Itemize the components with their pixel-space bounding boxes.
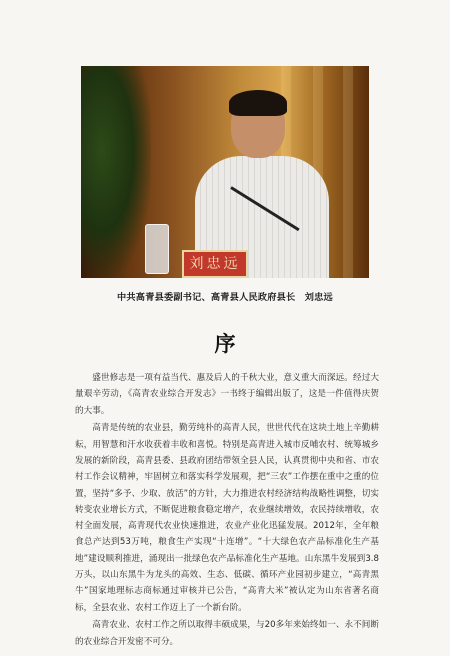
preface-body: [75, 370, 379, 652]
portrait-photo: [81, 66, 369, 278]
nameplate: 刘忠远: [182, 250, 248, 278]
photo-caption: 中共高青县委副书记、高青县人民政府县长 刘忠远: [117, 292, 333, 303]
paragraph: 高青农业、农村工作之所以取得丰硕成果，与20多年来始终如一、永不间断的农业综合开发密不可分。: [75, 620, 379, 647]
paragraph: 盛世修志是一项有益当代、惠及后人的千秋大业，意义重大而深远。经过大量艰辛劳动，《高青农业综合开发志》一书终于编辑出版了，这是一件值得庆贺的大事。: [75, 373, 379, 416]
plant-decoration: [81, 66, 151, 278]
section-title: 序: [214, 332, 236, 356]
paragraph: 高青是传统的农业县，勤劳纯朴的高青人民，世世代代在这块土地上辛勤耕耘，用智慧和汗水收获着丰收和喜悦。特别是高青进入城市反哺农村、统筹城乡发展的新阶段，高青县委、县政府团结带领全县人民，认真贯彻中央和省、市农村工作会议精神，牢固树立和落实科学发展观，把“三农”工作摆在重中之重的位置，坚持“多予、少取、放活”的方针，大力推进农村经济结构战略性调整，切实转变农业增长方式，不断促进粮食稳定增产，农业继续增效，农民持续增收，农村全面发展，高青现代农业快速推进，农业产业化迅猛发展。2012年，全年粮食总产达到53万吨，粮食生产实现“十连增”。“十大绿色农产品标准化生产基地”建设顺利推进，涌现出一批绿色农产品标准化生产基地。山东黑牛发展到3.8万头，以山东黑牛为龙头的高效、生态、低碳、循环产业园初步建立，“高青黑牛”国家地理标志商标通过审核并已公告，“高青大米”被认定为山东省著名商标，全县农业、农村工作迈上了一个新台阶。: [75, 423, 379, 613]
curtain-fold: [343, 66, 353, 278]
water-cup: [145, 224, 169, 274]
hair: [229, 90, 287, 116]
